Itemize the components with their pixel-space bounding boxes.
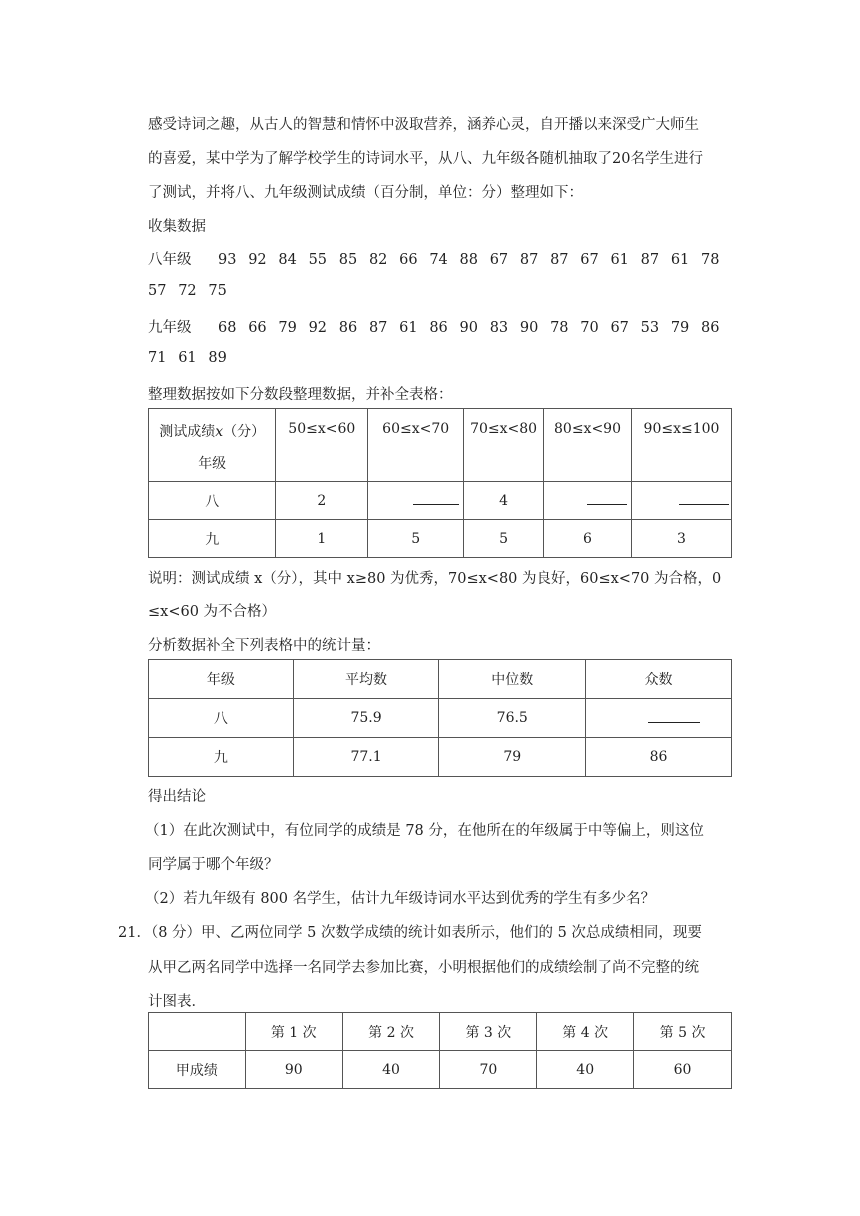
header-grade-label: 年级 <box>198 456 227 472</box>
score-value: 79 <box>278 320 297 336</box>
note-line-2: ≤x<60 为不合格） <box>148 604 277 620</box>
col-header: 众数 <box>586 660 732 699</box>
median-cell: 76.5 <box>439 699 586 738</box>
collect-data-heading: 收集数据 <box>148 219 206 235</box>
question-2: （2）若九年级有 800 名学生，估计九年级诗词水平达到优秀的学生有多少名？ <box>145 891 656 907</box>
score-value: 83 <box>489 320 509 336</box>
score-value: 86 <box>701 320 720 336</box>
grade9-scores-2 <box>148 350 239 366</box>
grade8-label: 八年级 <box>148 252 192 268</box>
problem-21-line-1: 21．（8 分）甲、乙两位同学 5 次数学成绩的统计如表所示，他们的 5 次总成绩相同，现要 <box>118 925 702 941</box>
score-value: 61 <box>670 252 690 268</box>
grade8-scores-line-1 <box>148 248 731 269</box>
col-header: 第 4 次 <box>537 1013 634 1051</box>
organize-data-heading: 整理数据按如下分数段整理数据，并补全表格： <box>148 387 453 403</box>
table-row <box>149 738 732 777</box>
range-header: 60≤x<70 <box>368 409 464 482</box>
score-cell: 40 <box>342 1051 440 1089</box>
table-row <box>149 520 732 558</box>
score-value: 72 <box>178 283 197 299</box>
score-value: 61 <box>610 252 629 268</box>
blank-cell[interactable] <box>544 482 632 520</box>
analyze-data-heading: 分析数据补全下列表格中的统计量： <box>148 638 380 654</box>
score-value: 92 <box>308 320 328 336</box>
blank-cell[interactable] <box>368 482 464 520</box>
score-value: 85 <box>338 252 358 268</box>
score-value: 93 <box>218 252 237 268</box>
median-cell: 79 <box>439 738 586 777</box>
count-cell: 6 <box>544 520 632 558</box>
score-value: 61 <box>178 350 197 366</box>
question-1-line-2: 同学属于哪个年级？ <box>148 857 279 873</box>
col-header: 第 3 次 <box>440 1013 537 1051</box>
header-score-label: 测试成绩 <box>159 424 216 440</box>
col-header: 第 5 次 <box>634 1013 732 1051</box>
range-header: 50≤x<60 <box>276 409 368 482</box>
frequency-table <box>148 408 732 558</box>
range-header: 90≤x≤100 <box>631 409 731 482</box>
score-value: 78 <box>550 320 569 336</box>
score-value: 75 <box>208 283 227 299</box>
score-value: 67 <box>610 320 629 336</box>
table-row <box>149 482 732 520</box>
header-var: x <box>215 424 224 440</box>
score-value: 89 <box>208 350 227 366</box>
intro-line-1: 感受诗词之趣，从古人的智慧和情怀中汲取营养，涵养心灵，自开播以来深受广大师生 <box>148 117 699 133</box>
answer-blank[interactable] <box>679 492 729 505</box>
grade8-scores-1 <box>218 252 731 268</box>
grade9-scores-line-1 <box>148 316 731 337</box>
grade8-scores-line-2 <box>148 283 239 299</box>
blank-cell[interactable] <box>631 482 731 520</box>
statistics-table <box>148 659 732 777</box>
grade9-scores-1 <box>218 320 731 336</box>
score-value: 84 <box>278 252 297 268</box>
intro-line-2: 的喜爱，某中学为了解学校学生的诗词水平，从八、九年级各随机抽取了20名学生进行 <box>148 151 703 167</box>
question-1-line-1: （1）在此次测试中，有位同学的成绩是 78 分，在他所在的年级属于中等偏上，则这位 <box>145 823 704 839</box>
score-value: 61 <box>399 320 418 336</box>
note-line-1: 说明：测试成绩 x（分），其中 x≥80 为优秀，70≤x<80 为良好，60≤x<70 为合格，0 <box>148 571 722 587</box>
score-value: 87 <box>368 320 388 336</box>
range-header: 80≤x<90 <box>544 409 632 482</box>
score-value: 78 <box>701 252 720 268</box>
score-value: 90 <box>519 320 539 336</box>
score-cell: 70 <box>440 1051 537 1089</box>
count-cell: 5 <box>368 520 464 558</box>
score-value: 53 <box>640 320 660 336</box>
mean-cell: 75.9 <box>293 699 439 738</box>
answer-blank[interactable] <box>648 710 700 723</box>
mode-blank-cell[interactable] <box>586 699 732 738</box>
score-value: 86 <box>429 320 448 336</box>
score-value: 55 <box>308 252 328 268</box>
table-row <box>149 1051 732 1089</box>
col-header: 第 1 次 <box>245 1013 342 1051</box>
count-cell: 5 <box>464 520 544 558</box>
score-value: 87 <box>519 252 539 268</box>
answer-blank[interactable] <box>413 492 459 505</box>
header-unit: （分） <box>223 424 266 440</box>
score-value: 71 <box>148 350 167 366</box>
problem-21-line-2: 从甲乙两名同学中选择一名同学去参加比赛，小明根据他们的成绩绘制了尚不完整的统 <box>148 960 699 976</box>
score-value: 90 <box>459 320 478 336</box>
mode-cell: 86 <box>586 738 732 777</box>
statistics-header-row <box>149 660 732 699</box>
intro-line-3: 了测试，并将八、九年级测试成绩（百分制，单位：分）整理如下： <box>148 185 583 201</box>
col-header <box>149 1013 246 1051</box>
score-value: 66 <box>248 320 267 336</box>
col-header: 中位数 <box>439 660 586 699</box>
mean-cell: 77.1 <box>293 738 439 777</box>
conclusion-heading: 得出结论 <box>148 789 206 805</box>
grade-cell: 九 <box>149 738 294 777</box>
col-header: 平均数 <box>293 660 439 699</box>
score-table <box>148 1012 732 1089</box>
score-value: 68 <box>218 320 237 336</box>
score-cell: 40 <box>537 1051 634 1089</box>
count-cell: 3 <box>631 520 731 558</box>
score-value: 79 <box>670 320 690 336</box>
score-value: 67 <box>580 252 599 268</box>
col-header: 年级 <box>149 660 294 699</box>
grade9-scores-line-2 <box>148 350 239 366</box>
count-cell: 2 <box>276 482 368 520</box>
grade8-scores-2 <box>148 283 239 299</box>
col-header: 第 2 次 <box>342 1013 440 1051</box>
score-value: 70 <box>580 320 599 336</box>
grade-cell: 八 <box>149 482 276 520</box>
score-value: 82 <box>368 252 388 268</box>
score-value: 86 <box>338 320 358 336</box>
score-header-row <box>149 1013 732 1051</box>
frequency-header-cell <box>149 409 276 482</box>
score-value: 66 <box>399 252 418 268</box>
score-value: 88 <box>459 252 478 268</box>
frequency-table-header-row <box>149 409 732 482</box>
score-value: 74 <box>429 252 448 268</box>
table-row <box>149 699 732 738</box>
problem-21-line-3: 计图表． <box>148 994 206 1010</box>
answer-blank[interactable] <box>587 492 627 505</box>
range-header: 70≤x<80 <box>464 409 544 482</box>
score-cell: 90 <box>245 1051 342 1089</box>
grade-cell: 八 <box>149 699 294 738</box>
score-value: 67 <box>489 252 509 268</box>
score-cell: 60 <box>634 1051 732 1089</box>
count-cell: 1 <box>276 520 368 558</box>
score-value: 87 <box>640 252 660 268</box>
score-value: 92 <box>248 252 267 268</box>
count-cell: 4 <box>464 482 544 520</box>
score-value: 87 <box>550 252 569 268</box>
grade-cell: 九 <box>149 520 276 558</box>
score-value: 57 <box>148 283 167 299</box>
grade9-label: 九年级 <box>148 320 192 336</box>
row-label: 甲成绩 <box>149 1051 246 1089</box>
